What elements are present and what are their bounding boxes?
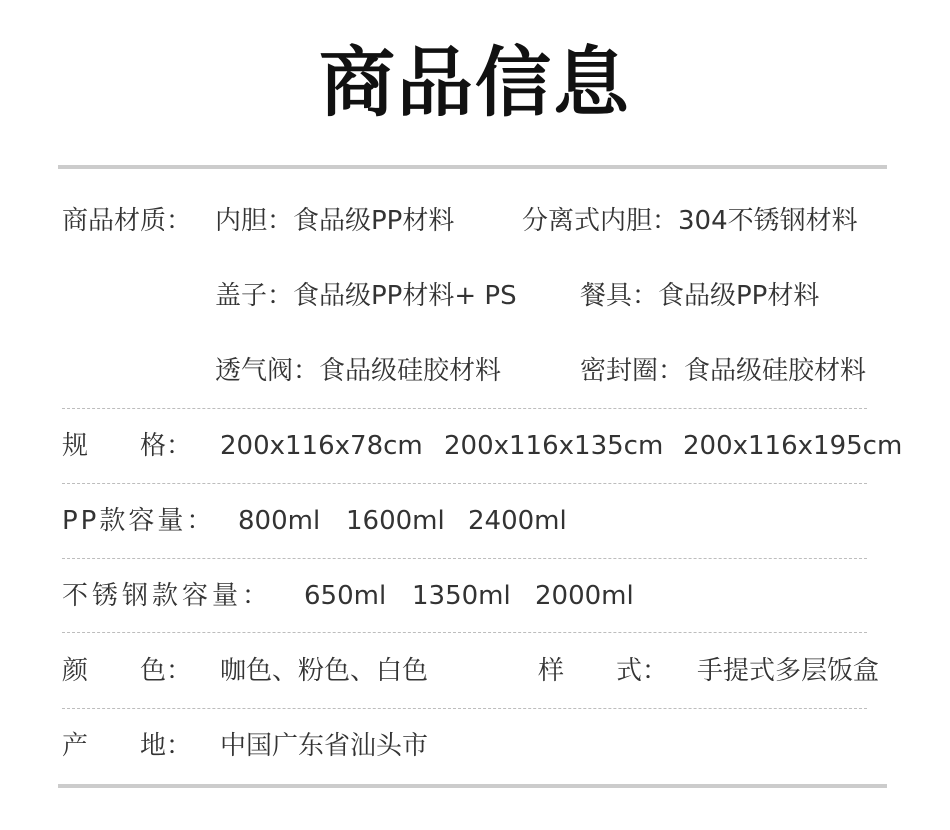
pp-capacity-value: 2400ml bbox=[468, 506, 567, 536]
pp-capacity-value: 800ml bbox=[238, 506, 321, 536]
steel-capacity-value: 1350ml bbox=[412, 581, 511, 611]
spec-value: 200x116x78cm bbox=[220, 431, 423, 461]
bottom-divider bbox=[58, 784, 887, 788]
steel-capacity-label: 不锈钢款容量： bbox=[62, 581, 273, 611]
divider bbox=[62, 708, 867, 709]
spec-value: 200x116x195cm bbox=[683, 431, 903, 461]
page-title: 商品信息 bbox=[319, 38, 631, 127]
divider bbox=[62, 632, 867, 633]
material-label: 商品材质： bbox=[62, 206, 193, 236]
origin-value: 中国广东省汕头市 bbox=[220, 731, 429, 761]
top-divider bbox=[58, 165, 887, 169]
style-label: 样 式： bbox=[538, 656, 669, 686]
separate-liner-material: 分离式内胆：304不锈钢材料 bbox=[522, 206, 858, 236]
color-label: 颜 色： bbox=[62, 656, 193, 686]
inner-liner-material: 内胆：食品级PP材料 bbox=[215, 206, 455, 236]
pp-capacity-value: 1600ml bbox=[346, 506, 445, 536]
divider bbox=[62, 483, 867, 484]
steel-capacity-value: 650ml bbox=[304, 581, 387, 611]
steel-capacity-value: 2000ml bbox=[535, 581, 634, 611]
divider bbox=[62, 408, 867, 409]
seal-ring-material: 密封圈：食品级硅胶材料 bbox=[580, 356, 867, 386]
origin-label: 产 地： bbox=[62, 731, 193, 761]
style-value: 手提式多层饭盒 bbox=[697, 656, 880, 686]
tableware-material: 餐具：食品级PP材料 bbox=[580, 281, 820, 311]
valve-material: 透气阀：食品级硅胶材料 bbox=[215, 356, 502, 386]
color-value: 咖色、粉色、白色 bbox=[220, 656, 429, 686]
pp-capacity-label: PP款容量： bbox=[62, 506, 216, 536]
spec-value: 200x116x135cm bbox=[444, 431, 664, 461]
divider bbox=[62, 558, 867, 559]
spec-label: 规 格： bbox=[62, 431, 193, 461]
lid-material: 盖子：食品级PP材料+ PS bbox=[215, 281, 517, 311]
